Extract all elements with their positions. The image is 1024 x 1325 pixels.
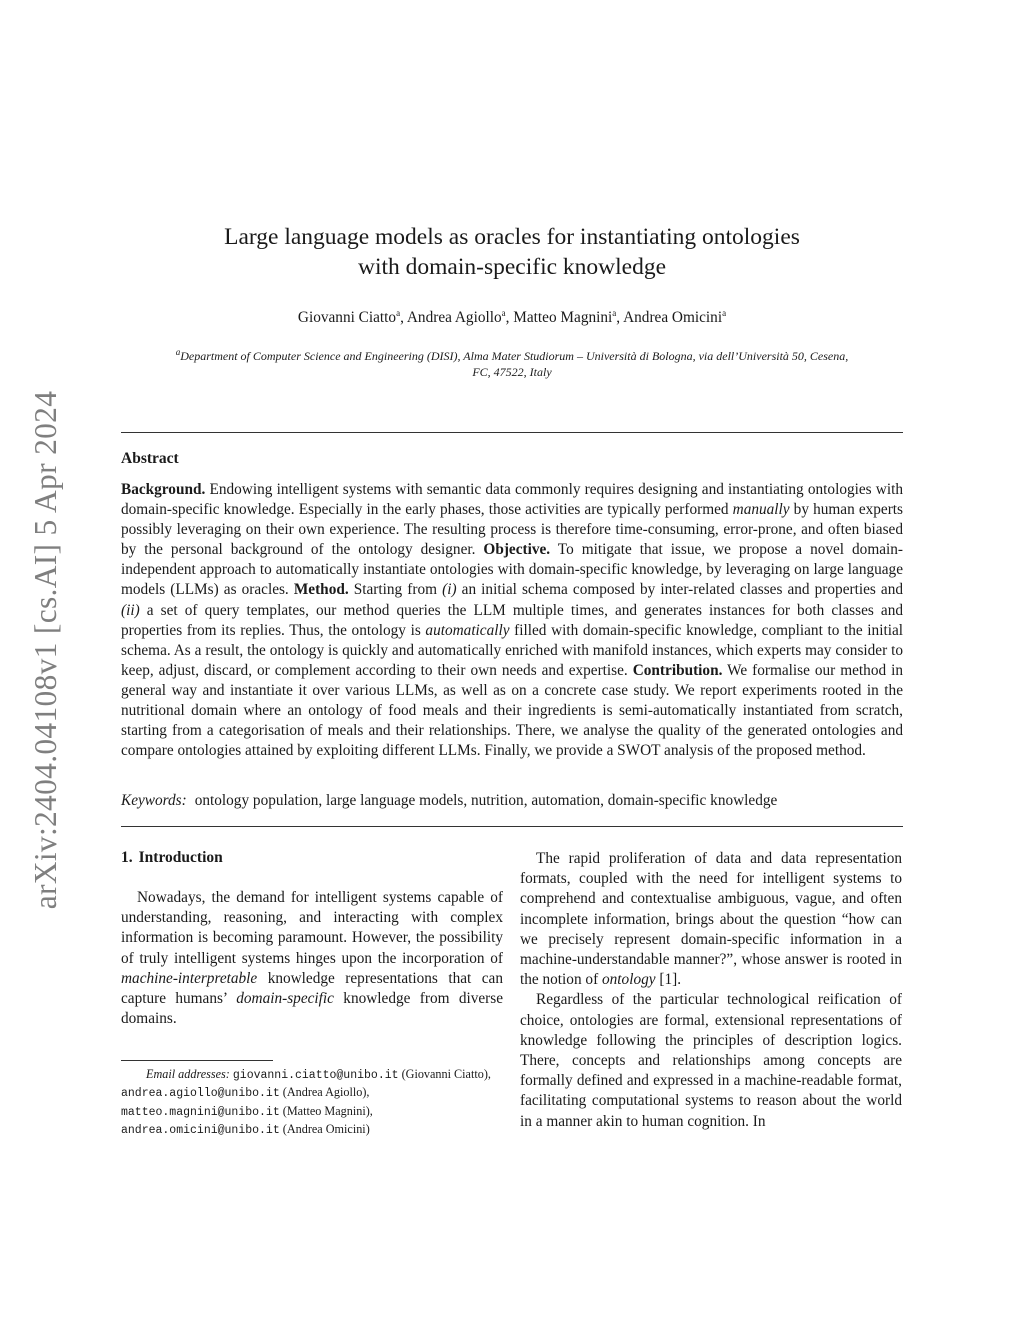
email-owner: (Matteo Magnini), [279,1103,373,1118]
affiliation-line-1: Department of Computer Science and Engineering (DISI), Alma Mater Studiorum – Università di Bologna, via dell’Università 50, Cesena, [180,349,849,363]
emphasis-manually: manually [732,501,790,519]
email-link[interactable]: giovanni.ciatto@unibo.it [232,1069,399,1082]
enum-ii: (ii) [121,601,140,619]
arxiv-stamp: arXiv:2404.04108v1 [cs.AI] 5 Apr 2024 [28,390,63,910]
author-separator: , [505,309,514,327]
email-owner: (Giovanni Ciatto), [398,1067,491,1081]
email-link[interactable]: matteo.magnini@unibo.it [121,1105,280,1119]
footnote-rule [121,1060,273,1061]
affiliation-line-2: FC, 47522, Italy [472,365,552,379]
method-text: an initial schema composed by inter-related classes and properties and [456,581,903,599]
paragraph-text: knowledge from diverse domains. [121,990,503,1028]
intro-paragraph-1 [121,888,503,1029]
right-column [520,849,902,1132]
enum-i: (i) [442,581,457,599]
method-text: a set of query templates, our method queries the LLM multiple times, and generates instances for both classes and properties from its replies. Thus, the ontology is [121,601,903,639]
title-line-1: Large language models as oracles for instantiating ontologies [224,224,800,250]
objective-text: To mitigate that issue, we propose a novel domain-independent approach to automatically instantiate ontologies with domain-specific knowledge, by leveraging on large language models (LLMs) as oracles. [121,541,903,599]
author: Giovanni Ciatto [297,309,397,327]
author: Matteo Magnini [513,309,613,327]
emphasis-automatically: automatically [425,621,510,639]
paper-title [0,222,1024,282]
section-heading [121,849,223,867]
paragraph-text: Nowadays, the demand for intelligent systems capable of understanding, reasoning, and interacting with complex information is becoming paramount. However, the possibility of truly intelligent systems hinges upon the incorporation of [121,889,503,967]
intro-paragraph-3: Regardless of the particular technological reification of choice, ontologies are formal, extensional representations of knowledge following the principles of description logics. There, concepts and relationships among concepts are formally defined and expressed in a machine-readable format, facilitating computational systems to reason about the world in a manner akin to human cognition. In [520,991,902,1130]
background-label: Background. [121,481,206,498]
contribution-text: We formalise our method in general way and instantiate it over various LLMs, as well as on a concrete case study. We report experiments rooted in the nutritional domain where an ontology of food meals and their ingredients is semi-automatically instantiated from scratch, starting from a categorisation of meals and their relationships. There, we analyse the quality of the generated ontologies and compare ontologies attained by exploiting different LLMs. Finally, we provide a SWOT analysis of the proposed method. [121,661,903,760]
email-owner: (Andrea Omicini) [279,1122,370,1137]
background-text: by human experts possibly leveraging on their own experience. The resulting process is therefore time-consuming, error-prone, and often biased by the personal background of the ontology designer. [121,501,903,559]
affiliation [120,344,904,380]
author: Andrea Omicini [623,309,723,327]
affiliation-mark: a [175,347,181,357]
email-owner: (Andrea Agiollo), [279,1085,370,1100]
section-title: Introduction [138,849,223,866]
emphasis-machine-interpretable: machine-interpretable [121,969,258,987]
citation[interactable]: [1]. [655,971,682,989]
abstract-bottom-rule [121,826,903,827]
footnote-label: Email addresses: [146,1067,230,1081]
author-separator: , [400,309,407,327]
paragraph-text: knowledge representations that can capture humans’ [121,969,503,1008]
emphasis-domain-specific: domain-specific [236,990,334,1008]
keywords-label: Keywords: [121,792,187,809]
abstract-body [121,480,903,761]
contribution-label: Contribution. [632,661,723,679]
keywords [121,792,903,810]
section-number: 1. [121,849,133,866]
left-column [121,888,503,1029]
author-list [0,308,1024,327]
abstract-heading: Abstract [121,450,179,467]
method-text: filled with domain-specific knowledge, compliant to the initial schema. As a result, the ontology is quickly and automatically enriched with manifold instances, which experts may consider to keep, adjust, discard, or complement according to their own needs and expertise. [121,621,903,679]
title-line-2: with domain-specific knowledge [357,254,667,280]
author-affil-mark: a [396,308,401,318]
author-separator: , [616,309,624,327]
intro-paragraph-2 [520,849,902,990]
method-text: Starting from [348,581,443,599]
paragraph-text: The rapid proliferation of data and data representation formats, coupled with the need for intelligent systems to comprehend and contextualise ambiguous, vague, and often incomplete information, brings about the question “how can we precisely represent domain-specific information in a machine-understandable manner?”, whose answer is rooted in the notion of [520,850,902,989]
emphasis-ontology: ontology [602,971,656,989]
objective-label: Objective. [483,541,551,559]
author: Andrea Agiollo [406,309,502,327]
method-label: Method. [293,581,349,599]
keywords-text: ontology population, large language models, nutrition, automation, domain-specific knowledge [194,792,778,809]
email-link[interactable]: andrea.agiollo@unibo.it [121,1087,280,1101]
footnote [121,1066,503,1140]
email-link[interactable]: andrea.omicini@unibo.it [121,1124,280,1138]
author-affil-mark: a [501,308,506,318]
author-affil-mark: a [612,308,617,318]
abstract-top-rule [121,432,903,433]
author-affil-mark: a [722,308,727,318]
background-text: Endowing intelligent systems with semantic data commonly requires designing and instantiating ontologies with domain-specific knowledge. Especially in the early phases, those activities are typically performed [121,481,903,519]
